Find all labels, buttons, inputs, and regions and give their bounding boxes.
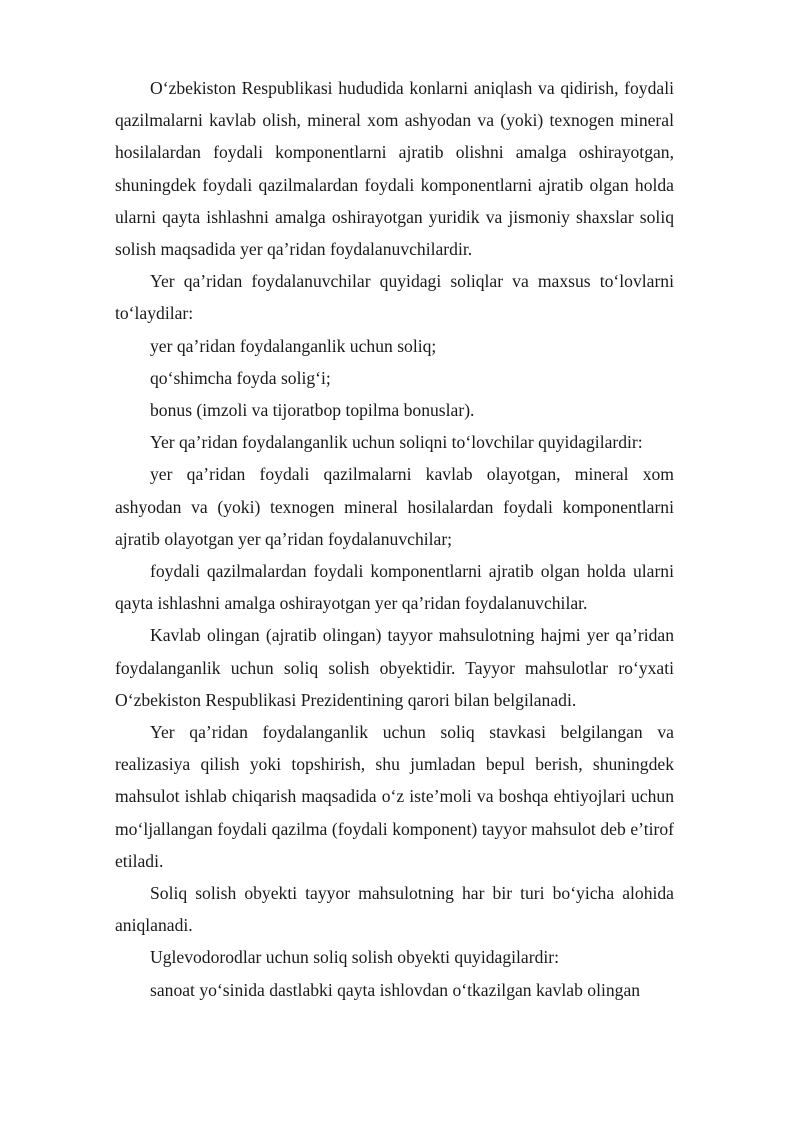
list-item-subsoil-tax: yer qa’ridan foydalanganlik uchun soliq;: [150, 335, 437, 356]
list-item-payers-processing: foydali qazilmalardan foydali komponentlarni ajratib olgan holda ularni qayta ishlashni amalga oshirayotgan yer qa’ridan foydalanuvchilar.: [115, 561, 674, 614]
document-page: [115, 72, 674, 1006]
paragraph-object-by-type: Soliq solish obyekti tayyor mahsulotning har bir turi bo‘yicha alohida aniqlanadi.: [115, 883, 674, 936]
list-item-additional-profit-tax: qo‘shimcha foyda solig‘i;: [150, 367, 331, 388]
list-item-bonus: bonus (imzoli va tijoratbop topilma bonuslar).: [150, 400, 475, 421]
paragraph-taxes-intro: Yer qa’ridan foydalanuvchilar quyidagi soliqlar va maxsus to‘lovlarni to‘laydilar:: [115, 271, 674, 324]
paragraph-payers-intro: Yer qa’ridan foydalanganlik uchun soliqni to‘lovchilar quyidagilardir:: [150, 432, 643, 453]
paragraph-taxpayers-definition: O‘zbekiston Respublikasi hududida konlarni aniqlash va qidirish, foydali qazilmalarni kavlab olish, mineral xom ashyodan va (yoki) texnogen mineral hosilalardan foydali komponentlarni ajratib olishni amalga oshirayotgan, shuningdek foydali qazilmalardan foydali komponentlarni ajratib olgan holda ularni qayta ishlashni amalga oshirayotgan yuridik va jismoniy shaxslar soliq solish maqsadida yer qa’ridan foydalanuvchilardir.: [115, 78, 674, 260]
paragraph-hydrocarbons-intro: Uglevodorodlar uchun soliq solish obyekti quyidagilardir:: [150, 947, 559, 968]
paragraph-tax-object: Kavlab olingan (ajratib olingan) tayyor mahsulotning hajmi yer qa’ridan foydalanganlik uchun soliq solish obyektidir. Tayyor mahsulotlar ro‘yxati O‘zbekiston Respublikasi Prezidentining qarori bilan belgilanadi.: [115, 625, 674, 710]
paragraph-tax-rate: Yer qa’ridan foydalanganlik uchun soliq stavkasi belgilangan va realizasiya qilish yoki topshirish, shu jumladan bepul berish, shuningdek mahsulot ishlab chiqarish maqsadida o‘z iste’moli va boshqa ehtiyojlari uchun mo‘ljallangan foydali qazilma (foydali komponent) tayyor mahsulot deb e’tirof etiladi.: [115, 722, 674, 871]
paragraph-hydrocarbons-item: sanoat yo‘sinida dastlabki qayta ishlovdan o‘tkazilgan kavlab olingan: [150, 979, 641, 1000]
list-item-payers-extracting: yer qa’ridan foydali qazilmalarni kavlab olayotgan, mineral xom ashyodan va (yoki) texnogen mineral hosilalardan foydali komponentlarni ajratib olayotgan yer qa’ridan foydalanuvchilar;: [115, 464, 674, 549]
